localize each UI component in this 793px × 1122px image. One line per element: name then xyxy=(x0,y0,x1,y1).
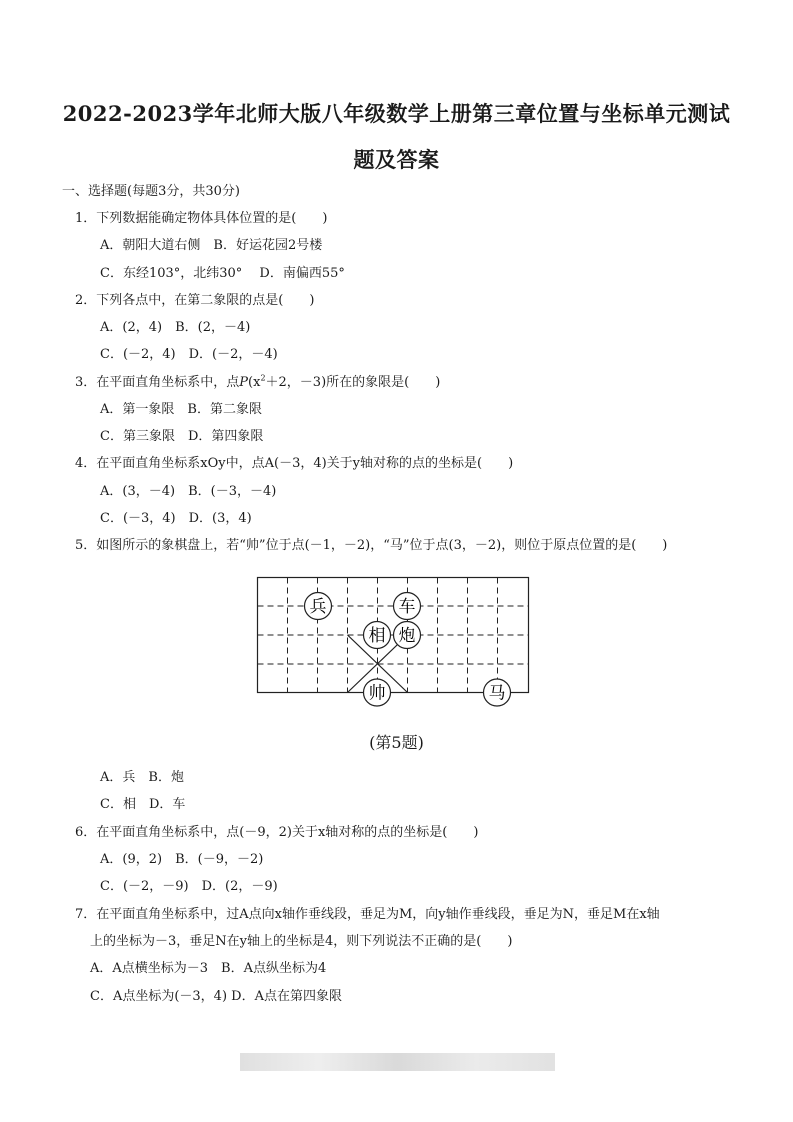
question-3-stem-mid: (x xyxy=(248,375,261,390)
piece-pao-label: 炮 xyxy=(398,626,416,646)
question-3-options-ab: A．第一象限 B．第二象限 xyxy=(100,402,262,417)
document-title-line2: 题及答案 xyxy=(353,147,440,172)
question-6-stem: 6．在平面直角坐标系中，点(－9，2)关于x轴对称的点的坐标是( ) xyxy=(75,825,479,840)
piece-xiang xyxy=(364,622,391,649)
question-1-options-ab: A．朝阳大道右侧 B．好运花园2号楼 xyxy=(100,238,323,253)
question-2-options-ab: A．(2，4) B．(2，－4) xyxy=(100,320,251,335)
document-title-line1: 2022-2023学年北师大版八年级数学上册第三章位置与坐标单元测试 xyxy=(62,101,731,126)
question-7-stem-line1: 7．在平面直角坐标系中，过A点向x轴作垂线段，垂足为M，向y轴作垂线段，垂足为N，垂足M在x轴 xyxy=(75,907,660,922)
question-7-options-cd: C．A点坐标为(－3，4) D．A点在第四象限 xyxy=(90,989,342,1004)
piece-che xyxy=(394,593,421,620)
question-1-stem: 1．下列数据能确定物体具体位置的是( ) xyxy=(75,211,328,226)
question-5-options-cd: C．相 D．车 xyxy=(100,797,186,812)
piece-xiang-label: 相 xyxy=(368,626,386,646)
question-4-stem: 4．在平面直角坐标系xOy中，点A(－3，4)关于y轴对称的点的坐标是( ) xyxy=(75,456,514,471)
piece-ma xyxy=(484,679,511,706)
piece-shuai-label: 帅 xyxy=(368,683,386,704)
question-3-var: P xyxy=(239,375,249,390)
piece-shuai xyxy=(364,679,391,706)
piece-bing xyxy=(305,593,332,620)
figure-caption: (第5题) xyxy=(369,733,424,752)
chess-board-figure xyxy=(250,570,540,710)
question-7-options-ab: A．A点横坐标为－3 B．A点纵坐标为4 xyxy=(90,961,327,976)
blurred-watermark xyxy=(240,1053,555,1071)
question-5-stem: 5．如图所示的象棋盘上，若“帅”位于点(－1，－2)，“马”位于点(3，－2)，则位于原点位置的是( ) xyxy=(75,538,668,553)
question-3-sup: 2 xyxy=(260,373,266,383)
piece-ma-label: 马 xyxy=(488,683,506,704)
question-3-options-cd: C．第三象限 D．第四象限 xyxy=(100,429,264,444)
question-5-options-ab: A．兵 B．炮 xyxy=(100,770,184,785)
question-3-stem xyxy=(75,371,440,390)
question-6-options-cd: C．(－2，－9) D．(2，－9) xyxy=(100,879,278,894)
section-heading: 一、选择题(每题3分，共30分) xyxy=(62,184,240,199)
piece-pao xyxy=(394,622,421,649)
question-3-stem-after: ＋2，－3)所在的象限是( ) xyxy=(265,375,441,390)
piece-che-label: 车 xyxy=(398,597,416,617)
question-2-stem: 2．下列各点中，在第二象限的点是( ) xyxy=(75,293,315,308)
question-6-options-ab: A．(9，2) B．(－9，－2) xyxy=(100,852,264,867)
question-3-stem-before: 3．在平面直角坐标系中，点 xyxy=(75,375,240,390)
question-7-stem-line2: 上的坐标为－3，垂足N在y轴上的坐标是4，则下列说法不正确的是( ) xyxy=(90,934,513,949)
question-4-options-ab: A．(3，－4) B．(－3，－4) xyxy=(100,484,277,499)
question-1-options-cd: C．东经103°，北纬30° D．南偏西55° xyxy=(100,266,345,281)
question-2-options-cd: C．(－2，4) D．(－2，－4) xyxy=(100,347,278,362)
question-4-options-cd: C．(－3，4) D．(3，4) xyxy=(100,511,252,526)
piece-bing-label: 兵 xyxy=(309,597,327,617)
